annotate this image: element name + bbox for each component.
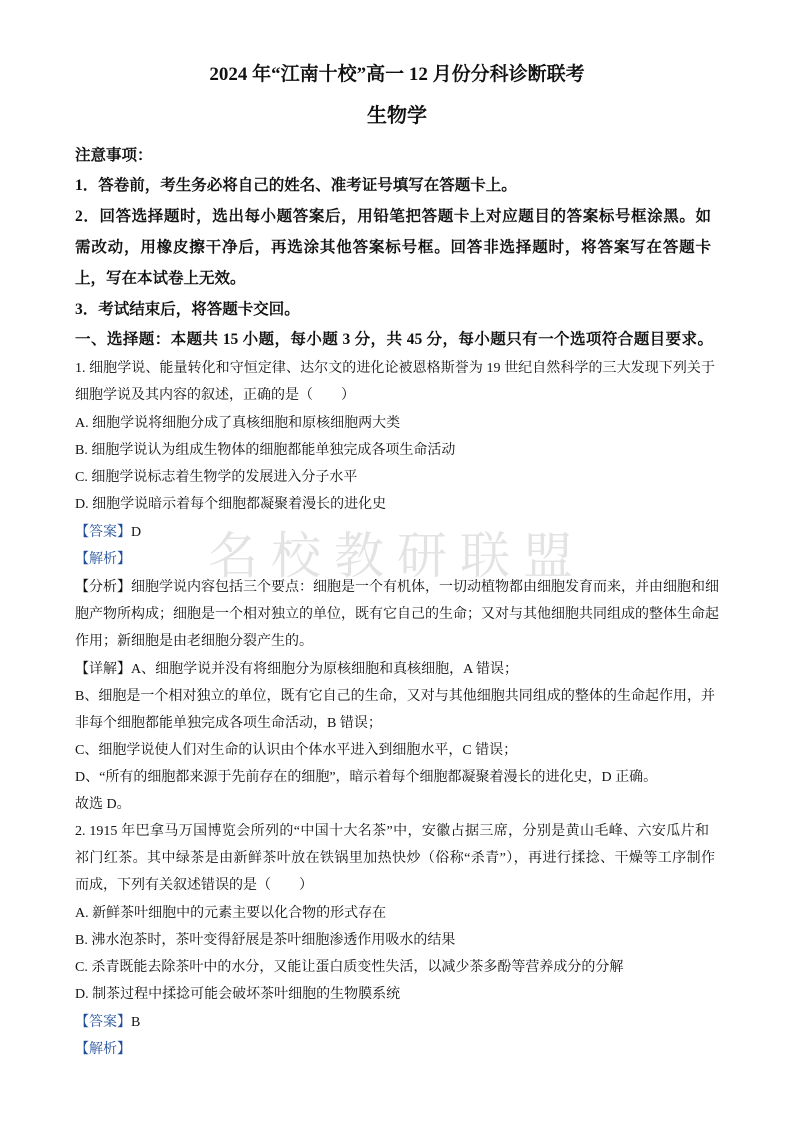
notice-heading: 注意事项： [75, 147, 153, 164]
q1-conclusion: 故选 D。 [75, 797, 131, 812]
q1-detail-line: D、“所有的细胞都来源于先前存在的细胞”，暗示着每个细胞都凝聚着漫长的进化史，D 正确。 [75, 770, 658, 785]
q1-detail-line: 【详解】A、细胞学说并没有将细胞分为原核细胞和真核细胞，A 错误； [75, 662, 518, 677]
q2-stem-line: 2. 1915 年巴拿马万国博览会所列的“中国十大名茶”中，安徽占据三席，分别是黄山毛峰、六安瓜片和 [75, 824, 709, 839]
q1-analysis-line: 胞产物所构成；细胞是一个相对独立的单位，既有它自己的生命；又对与其他细胞共同组成的整体生命起 [75, 607, 719, 622]
q1-detail-line: 非每个细胞都能单独完成各项生命活动，B 错误； [75, 716, 382, 731]
answer-label: 【答案】 [75, 525, 131, 540]
q2-stem-line: 祁门红茶。其中绿茶是由新鲜茶叶放在铁锅里加热快炒（俗称“杀青”），再进行揉捻、干燥等工序制作 [75, 851, 715, 866]
q1-stem-line: 1. 细胞学说、能量转化和守恒定律、达尔文的进化论被恩格斯誉为 19 世纪自然科学的三大发现下列关于 [75, 361, 715, 376]
q1-detail-line: B、细胞是一个相对独立的单位，既有它自己的生命，又对与其他细胞共同组成的整体的生命起作用，并 [75, 689, 715, 704]
q1-answer [75, 522, 141, 544]
q2-option-b: B. 沸水泡茶时，茶叶变得舒展是茶叶细胞渗透作用吸水的结果 [75, 933, 456, 948]
notice-line: 需改动，用橡皮擦干净后，再选涂其他答案标号框。回答非选择题时，将答案写在答题卡 [75, 239, 711, 256]
q2-option-c: C. 杀青既能去除茶叶中的水分，又能让蛋白质变性失活，以减少茶多酚等营养成分的分解 [75, 960, 624, 975]
q2-option-a: A. 新鲜茶叶细胞中的元素主要以化合物的形式存在 [75, 906, 387, 921]
answer-label: 【答案】 [75, 1015, 131, 1030]
q1-option-c: C. 细胞学说标志着生物学的发展进入分子水平 [75, 470, 358, 485]
q1-detail-line: C、细胞学说使人们对生命的认识由个体水平进入到细胞水平，C 错误； [75, 743, 518, 758]
q2-stem-line: 而成，下列有关叙述错误的是（ ） [75, 878, 313, 893]
q1-option-b: B. 细胞学说认为组成生物体的细胞都能单独完成各项生命活动 [75, 443, 456, 458]
notice-line: 1．答卷前，考生务必将自己的姓名、准考证号填写在答题卡上。 [75, 177, 517, 194]
notice-line: 2．回答选择题时，选出每小题答案后，用铅笔把答题卡上对应题目的答案标号框涂黑。如 [75, 208, 711, 225]
answer-value: D [131, 525, 142, 540]
answer-value: B [131, 1015, 141, 1030]
q1-analysis-line: 作用；新细胞是由老细胞分裂产生的。 [75, 634, 313, 649]
q1-analysis-label: 【解析】 [75, 552, 131, 567]
subject-title: 生物学 [367, 105, 427, 127]
q1-stem-line: 细胞学说及其内容的叙述，正确的是（ ） [75, 388, 355, 403]
q1-analysis-line: 【分析】细胞学说内容包括三个要点：细胞是一个有机体，一切动植物都由细胞发育而来，并由细胞和细 [75, 580, 719, 595]
exam-title: 2024 年“江南十校”高一 12 月份分科诊断联考 [209, 64, 585, 85]
notice-line: 3．考试结束后，将答题卡交回。 [75, 301, 300, 318]
q2-option-d: D. 制茶过程中揉捻可能会破坏茶叶细胞的生物膜系统 [75, 987, 401, 1002]
section-heading: 一、选择题：本题共 15 小题，每小题 3 分，共 45 分，每小题只有一个选项符合题目要求。 [75, 331, 713, 348]
q1-option-d: D. 细胞学说暗示着每个细胞都凝聚着漫长的进化史 [75, 497, 387, 512]
notice-line: 上，写在本试卷上无效。 [75, 270, 246, 287]
q2-answer [75, 1012, 140, 1034]
q2-analysis-label: 【解析】 [75, 1042, 131, 1057]
q1-option-a: A. 细胞学说将细胞分成了真核细胞和原核细胞两大类 [75, 416, 401, 431]
watermark: 名校教研联盟 [208, 528, 586, 584]
